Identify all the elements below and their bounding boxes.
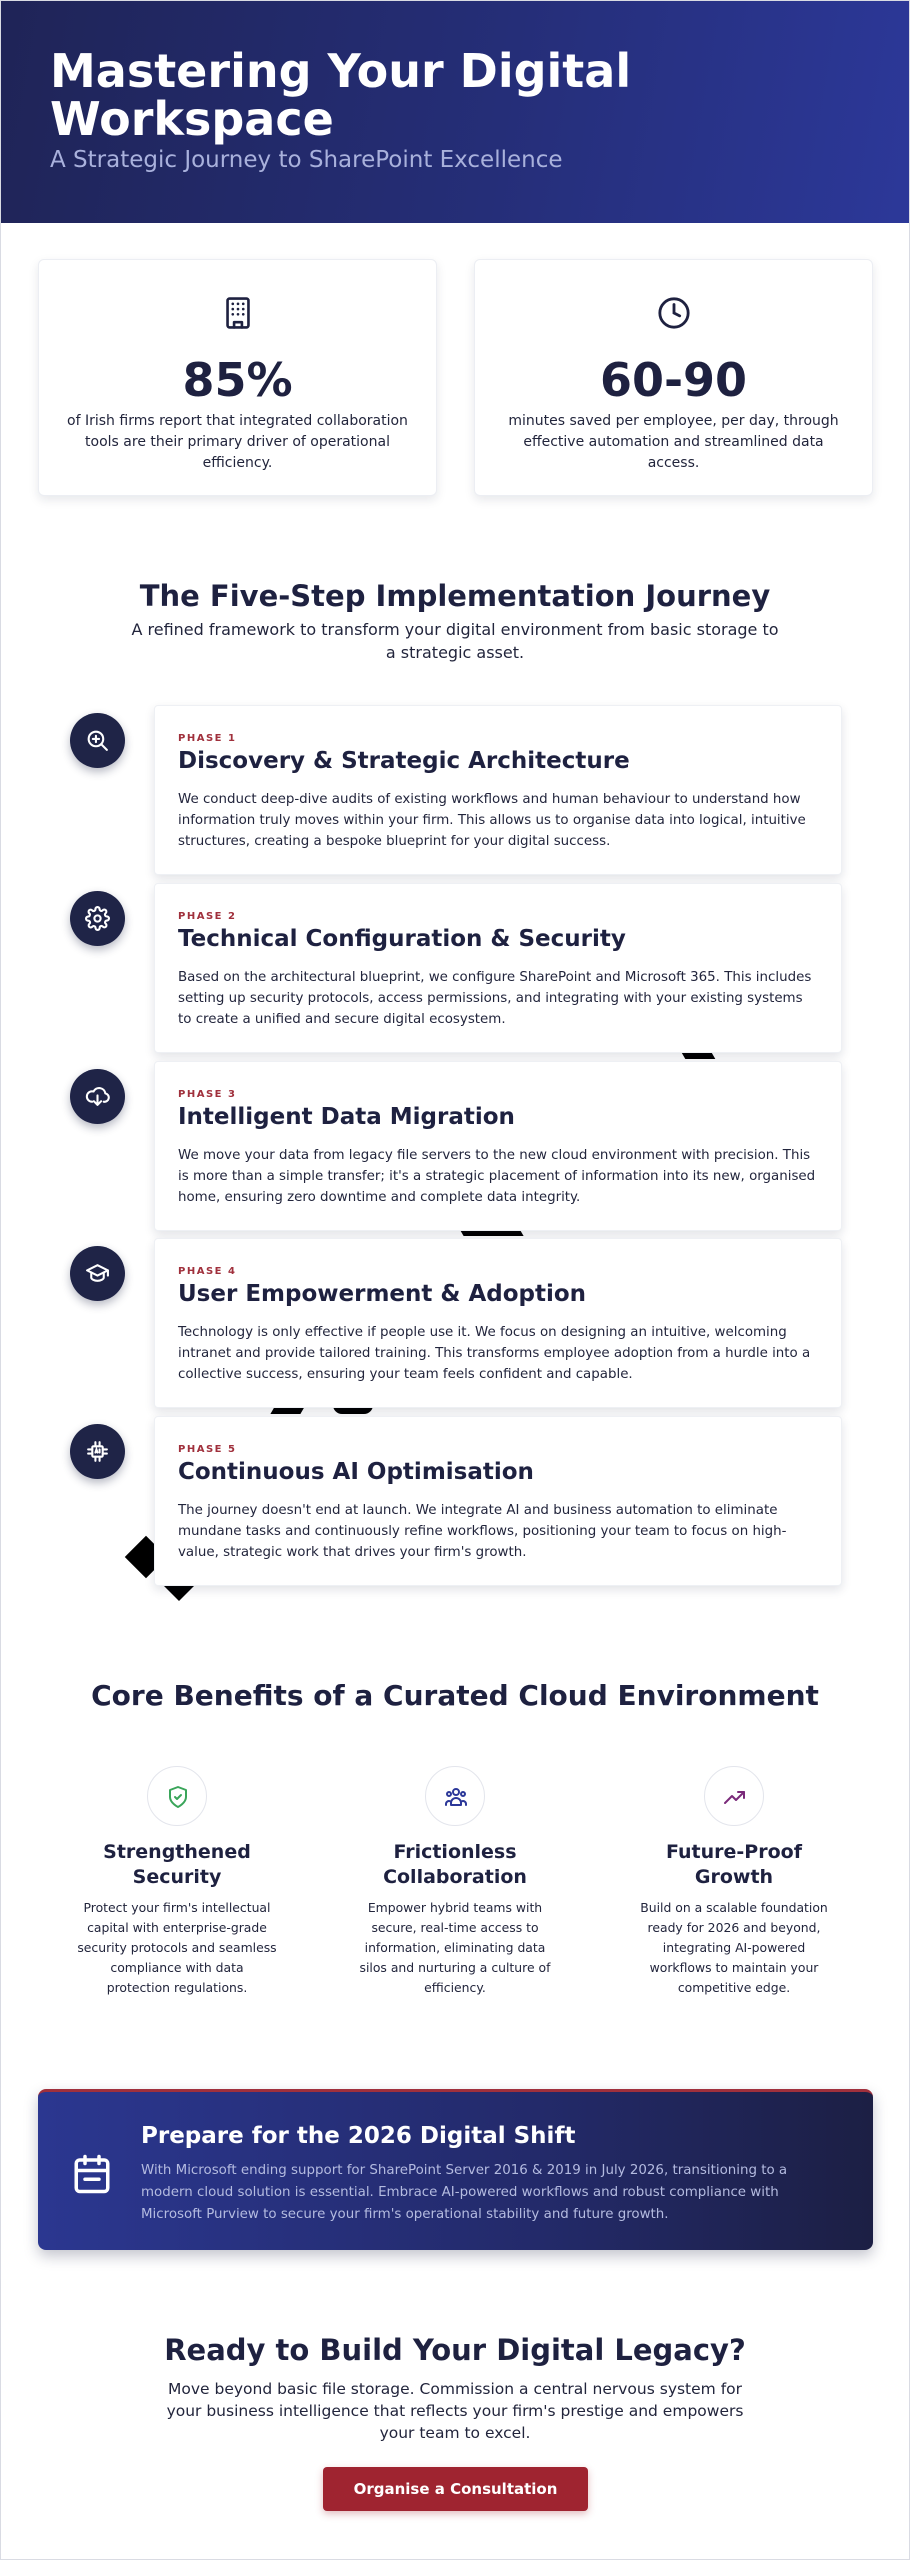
banner-title: Prepare for the 2026 Digital Shift (141, 2123, 576, 2149)
ai-chip-icon (85, 1439, 110, 1464)
benefit-title: Frictionless Collaboration (383, 1841, 527, 1888)
gear-icon (85, 906, 110, 931)
step-card-1 (154, 705, 842, 875)
benefit-growth (629, 1766, 839, 1998)
stat-card-adoption (38, 259, 437, 496)
cta-text: Move beyond basic file storage. Commission a central nervous system for your business intelligence that reflects your firm's prestige and empowers your team to excel. (166, 2380, 744, 2442)
search-zoom-icon (85, 728, 110, 753)
stat-description: minutes saved per employee, per day, through effective automation and streamlined data access. (508, 413, 839, 471)
step-phase: PHASE 4 (178, 1266, 237, 1277)
step-card-5 (154, 1416, 842, 1586)
benefit-description: Empower hybrid teams with secure, real-time access to information, eliminating data silos and nurturing a culture of efficiency. (359, 1900, 551, 1995)
step-card-3 (154, 1061, 842, 1231)
organise-consultation-button[interactable]: Organise a Consultation (323, 2467, 588, 2511)
step-description: Based on the architectural blueprint, we configure SharePoint and Microsoft 365. This includes setting up security protocols, access permissions, and integrating with your existing systems to create a unified and secure digital ecosystem. (178, 970, 812, 1027)
step-phase: PHASE 3 (178, 1089, 237, 1100)
banner-text: With Microsoft ending support for SharePoint Server 2016 & 2019 in July 2026, transitioning to a modern cloud solution is essential. Embrace AI-powered workflows and robust compliance with Microsoft Purview to secure your firm's operational stability and future growth. (141, 2163, 788, 2222)
clock-icon (657, 296, 691, 330)
step-phase: PHASE 1 (178, 733, 237, 744)
page-title: Mastering Your Digital Workspace (50, 44, 632, 146)
step-card-4 (154, 1238, 842, 1408)
step-title: Discovery & Strategic Architecture (178, 748, 630, 774)
benefits-title: Core Benefits of a Curated Cloud Environment (91, 1679, 819, 1712)
stat-description: of Irish firms report that integrated collaboration tools are their primary driver of operational efficiency. (67, 413, 408, 471)
step-description: Technology is only effective if people use it. We focus on designing an intuitive, welcoming intranet and provide tailored training. This transforms employee adoption from a hurdle into a collective success, ensuring your team feels confident and capable. (178, 1325, 811, 1382)
cloud-download-icon (85, 1084, 110, 1109)
step-title: Continuous AI Optimisation (178, 1459, 534, 1485)
team-icon (444, 1785, 468, 1809)
stat-value: 60-90 (599, 353, 748, 407)
digital-shift-banner (38, 2089, 873, 2250)
calendar-icon (71, 2153, 113, 2195)
journey-subtitle: A refined framework to transform your digital environment from basic storage to a strategic asset. (131, 620, 779, 662)
stat-value: 85% (182, 353, 293, 407)
step-4-icon-badge (70, 1246, 125, 1301)
step-1-icon-badge (70, 713, 125, 768)
step-description: The journey doesn't end at launch. We integrate AI and business automation to eliminate mundane tasks and continuously refine workflows, positioning your team to focus on high-value, strategic work that drives your firm's growth. (178, 1503, 787, 1560)
step-title: Intelligent Data Migration (178, 1104, 515, 1130)
step-phase: PHASE 5 (178, 1444, 237, 1455)
step-description: We move your data from legacy file servers to the new cloud environment with precision. This is more than a simple transfer; it's a strategic placement of information into its new, organised home, ensuring zero downtime and complete data integrity. (178, 1148, 816, 1205)
step-2-icon-badge (70, 891, 125, 946)
benefit-title: Strengthened Security (103, 1841, 251, 1888)
step-title: User Empowerment & Adoption (178, 1281, 587, 1307)
graduation-cap-icon (85, 1261, 110, 1286)
step-5-icon-badge (70, 1424, 125, 1479)
benefit-description: Build on a scalable foundation ready for 2026 and beyond, integrating AI-powered workflows to maintain your competitive edge. (640, 1900, 828, 1995)
building-icon (222, 296, 254, 330)
page-subtitle: A Strategic Journey to SharePoint Excellence (50, 147, 563, 173)
journey-title: The Five-Step Implementation Journey (139, 579, 771, 613)
step-description: We conduct deep-dive audits of existing workflows and human behaviour to understand how information truly moves within your firm. This allows us to organise data into logical, intuitive structures, creating a bespoke blueprint for your digital success. (178, 792, 806, 849)
benefit-title: Future-Proof Growth (666, 1841, 802, 1888)
shield-check-icon (166, 1785, 190, 1809)
benefit-security (72, 1766, 282, 1998)
benefit-collaboration (350, 1766, 560, 1998)
step-card-2 (154, 883, 842, 1053)
hero-banner (1, 1, 909, 223)
step-title: Technical Configuration & Security (178, 926, 626, 952)
cta-title: Ready to Build Your Digital Legacy? (164, 2333, 746, 2367)
stat-card-time-saved (474, 259, 873, 496)
step-3-icon-badge (70, 1069, 125, 1124)
step-phase: PHASE 2 (178, 911, 237, 922)
trending-up-icon (723, 1785, 747, 1809)
benefit-description: Protect your firm's intellectual capital with enterprise-grade security protocols and seamless compliance with data protection regulations. (77, 1900, 277, 1995)
